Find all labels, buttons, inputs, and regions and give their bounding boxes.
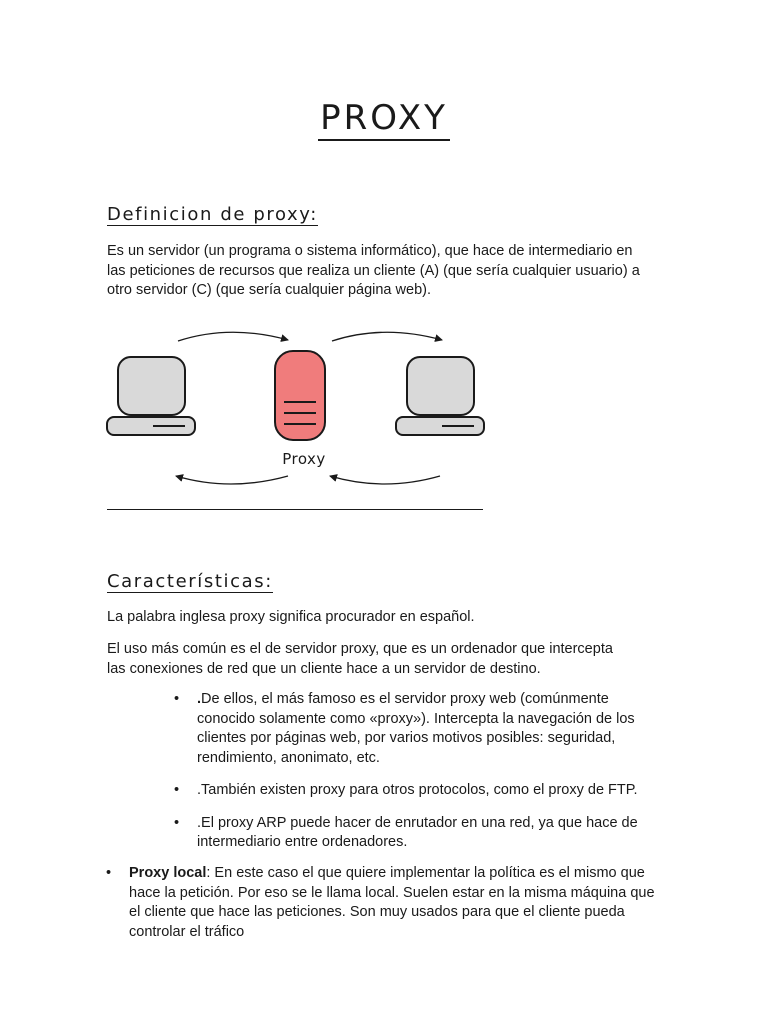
section-heading-caracteristicas xyxy=(107,571,273,593)
list-item xyxy=(129,864,664,942)
proxy-local-text: : En este caso el que quiere implementar la política es el mismo que hace la petición. Por eso se le llama local. Suelen estar en la misma máquina que el cliente que hace las peticiones. Son muy usados para que el cliente pueda controlar el tráfico xyxy=(129,865,655,940)
list-item xyxy=(197,814,657,853)
proxy-label: Proxy xyxy=(282,450,326,468)
list-item-text: También existen proxy para otros protocolos, como el proxy de FTP. xyxy=(201,782,638,798)
section-divider xyxy=(107,509,483,510)
arrow-proxy-to-client xyxy=(176,476,288,484)
section-heading-caracteristicas-text: Características: xyxy=(107,571,273,592)
proxy-server-icon xyxy=(275,351,325,440)
section-heading-definicion-text: Definicion de proxy: xyxy=(107,204,318,225)
proxy-local-label: Proxy local xyxy=(129,865,207,881)
list-item-text: De ellos, el más famoso es el servidor proxy web (comúnmente conocido solamente como «proxy»). Intercepta la navegación de los clientes por páginas web, por varios motivos posibles: seguridad, rendimiento, anonimato, etc. xyxy=(197,691,635,766)
server-computer-icon xyxy=(396,357,484,435)
caracteristicas-paragraph-1: La palabra inglesa proxy significa procurador en español. xyxy=(107,609,475,625)
definicion-paragraph: Es un servidor (un programa o sistema informático), que hace de intermediario en las peticiones de recursos que realiza un cliente (A) (que sería cualquier usuario) a otro servidor (C) (que sería cualquier página web). xyxy=(107,243,640,298)
list-item-lead: . xyxy=(197,782,202,798)
page-title-text: PROXY xyxy=(318,98,450,141)
list-item xyxy=(197,690,657,768)
client-computer-icon xyxy=(107,357,195,435)
arrow-proxy-to-server xyxy=(332,332,442,341)
list-item xyxy=(197,781,657,801)
arrow-client-to-proxy xyxy=(178,332,288,341)
arrow-server-to-proxy xyxy=(330,476,440,484)
list-item-text: El proxy ARP puede hacer de enrutador en una red, ya que hace de intermediario entre ordenadores. xyxy=(197,814,638,850)
proxy-local-list xyxy=(129,864,664,942)
proxy-diagram xyxy=(100,320,500,495)
list-item-lead: . xyxy=(197,814,202,831)
section-heading-definicion xyxy=(107,204,318,226)
list-item-lead: . xyxy=(197,691,202,707)
caracteristicas-paragraph-2: El uso más común es el de servidor proxy, que es un ordenador que intercepta las conexiones de red que un cliente hace a un servidor de destino. xyxy=(107,641,613,677)
page-title xyxy=(0,98,768,138)
proxy-types-list xyxy=(197,690,657,853)
